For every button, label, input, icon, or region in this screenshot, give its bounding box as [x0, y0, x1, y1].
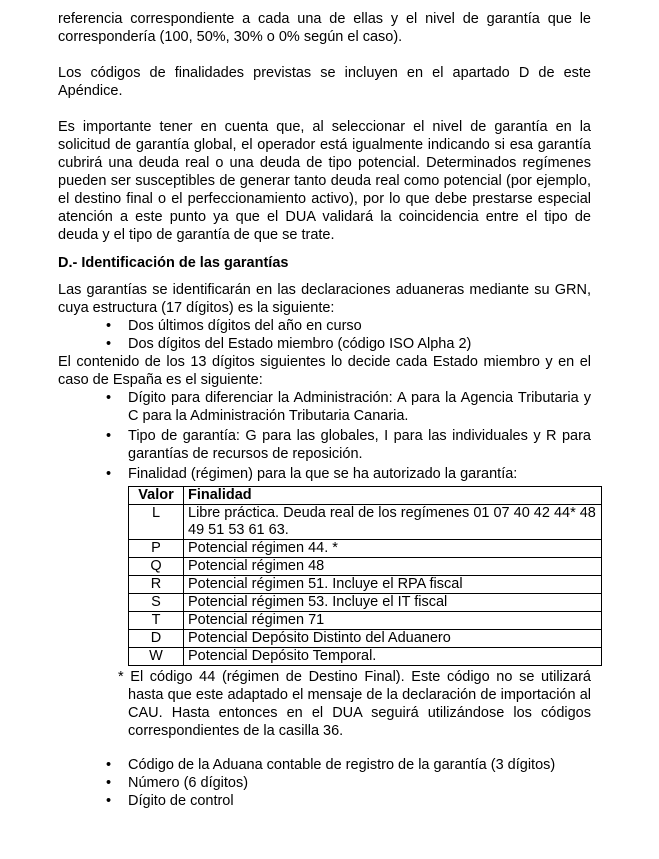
table-row: T Potencial régimen 71 — [129, 612, 602, 630]
bullet-icon: • — [106, 775, 112, 791]
table-header-row — [129, 487, 602, 505]
table-row: D Potencial Depósito Distinto del Aduanero — [129, 630, 602, 648]
paragraph-2: Los códigos de finalidades previstas se incluyen en el apartado D de este Apéndice. — [58, 65, 591, 99]
spacer — [58, 740, 591, 756]
bullet-icon: • — [106, 466, 112, 482]
bullet-list-2 — [58, 389, 591, 483]
table-row: S Potencial régimen 53. Incluye el IT fiscal — [129, 594, 602, 612]
table-row: P Potencial régimen 44. * — [129, 540, 602, 558]
table-footnote: * El código 44 (régimen de Destino Final). Este código no se utilizará hasta que este adaptado el mensaje de la declaración de importación al CAU. Hasta entonces en el DUA seguirá utilizándose los códigos correspondientes de la casilla 36. — [118, 669, 591, 739]
bullet-icon: • — [106, 793, 112, 809]
bullet-list-1 — [58, 317, 591, 353]
table-row: W Potencial Depósito Temporal. — [129, 648, 602, 666]
list-item: • Dos últimos dígitos del año en curso — [106, 318, 362, 334]
list-item: • Tipo de garantía: G para las globales, I para las individuales y R para garantías de recursos de reposición. — [106, 428, 591, 462]
header-valor: Valor — [129, 487, 184, 505]
spacer — [58, 46, 591, 64]
finalidad-table — [128, 486, 602, 666]
paragraph-1: referencia correspondiente a cada una de ellas y el nivel de garantía que le correspondería (100, 50%, 30% o 0% según el caso). — [58, 11, 591, 45]
bullet-icon: • — [106, 318, 112, 334]
table-row: L Libre práctica. Deuda real de los regímenes 01 07 40 42 44* 48 49 51 53 61 63. — [129, 505, 602, 540]
document-page — [58, 10, 596, 810]
list-item: • Número (6 dígitos) — [106, 775, 249, 791]
section-intro: Las garantías se identificarán en las declaraciones aduaneras mediante su GRN, cuya estructura (17 dígitos) es la siguiente: — [58, 282, 591, 316]
section-heading: D.- Identificación de las garantías — [58, 255, 289, 271]
header-finalidad: Finalidad — [184, 487, 602, 505]
bullet-icon: • — [106, 757, 112, 773]
bullet-icon: • — [106, 428, 112, 444]
table-row: Q Potencial régimen 48 — [129, 558, 602, 576]
table-row: R Potencial régimen 51. Incluye el RPA fiscal — [129, 576, 602, 594]
list-item: • Código de la Aduana contable de registro de la garantía (3 dígitos) — [106, 757, 556, 773]
list-item: • Finalidad (régimen) para la que se ha autorizado la garantía: — [106, 466, 518, 482]
bullet-icon: • — [106, 336, 112, 352]
bullet-icon: • — [106, 390, 112, 406]
list-item: • Dos dígitos del Estado miembro (código ISO Alpha 2) — [106, 336, 472, 352]
list-item: • Dígito de control — [106, 793, 234, 809]
bullet-list-3 — [58, 756, 591, 810]
list-item: • Dígito para diferenciar la Administración: A para la Agencia Tributaria y C para la Administración Tributaria Canaria. — [106, 390, 591, 424]
spacer — [58, 100, 591, 118]
section-middle: El contenido de los 13 dígitos siguientes lo decide cada Estado miembro y en el caso de España es el siguiente: — [58, 354, 591, 388]
paragraph-3: Es importante tener en cuenta que, al seleccionar el nivel de garantía en la solicitud de garantía global, el operador está igualmente indicando si esa garantía cubrirá una deuda real o una deuda de tipo potencial. Determinados regímenes pueden ser susceptibles de generar tanto deuda real como potencial (por ejemplo, el destino final o el perfeccionamiento activo), por lo que debe prestarse especial atención a este punto ya que el DUA validará la coincidencia entre el tipo de deuda y el tipo de garantía de que se trate. — [58, 119, 591, 243]
